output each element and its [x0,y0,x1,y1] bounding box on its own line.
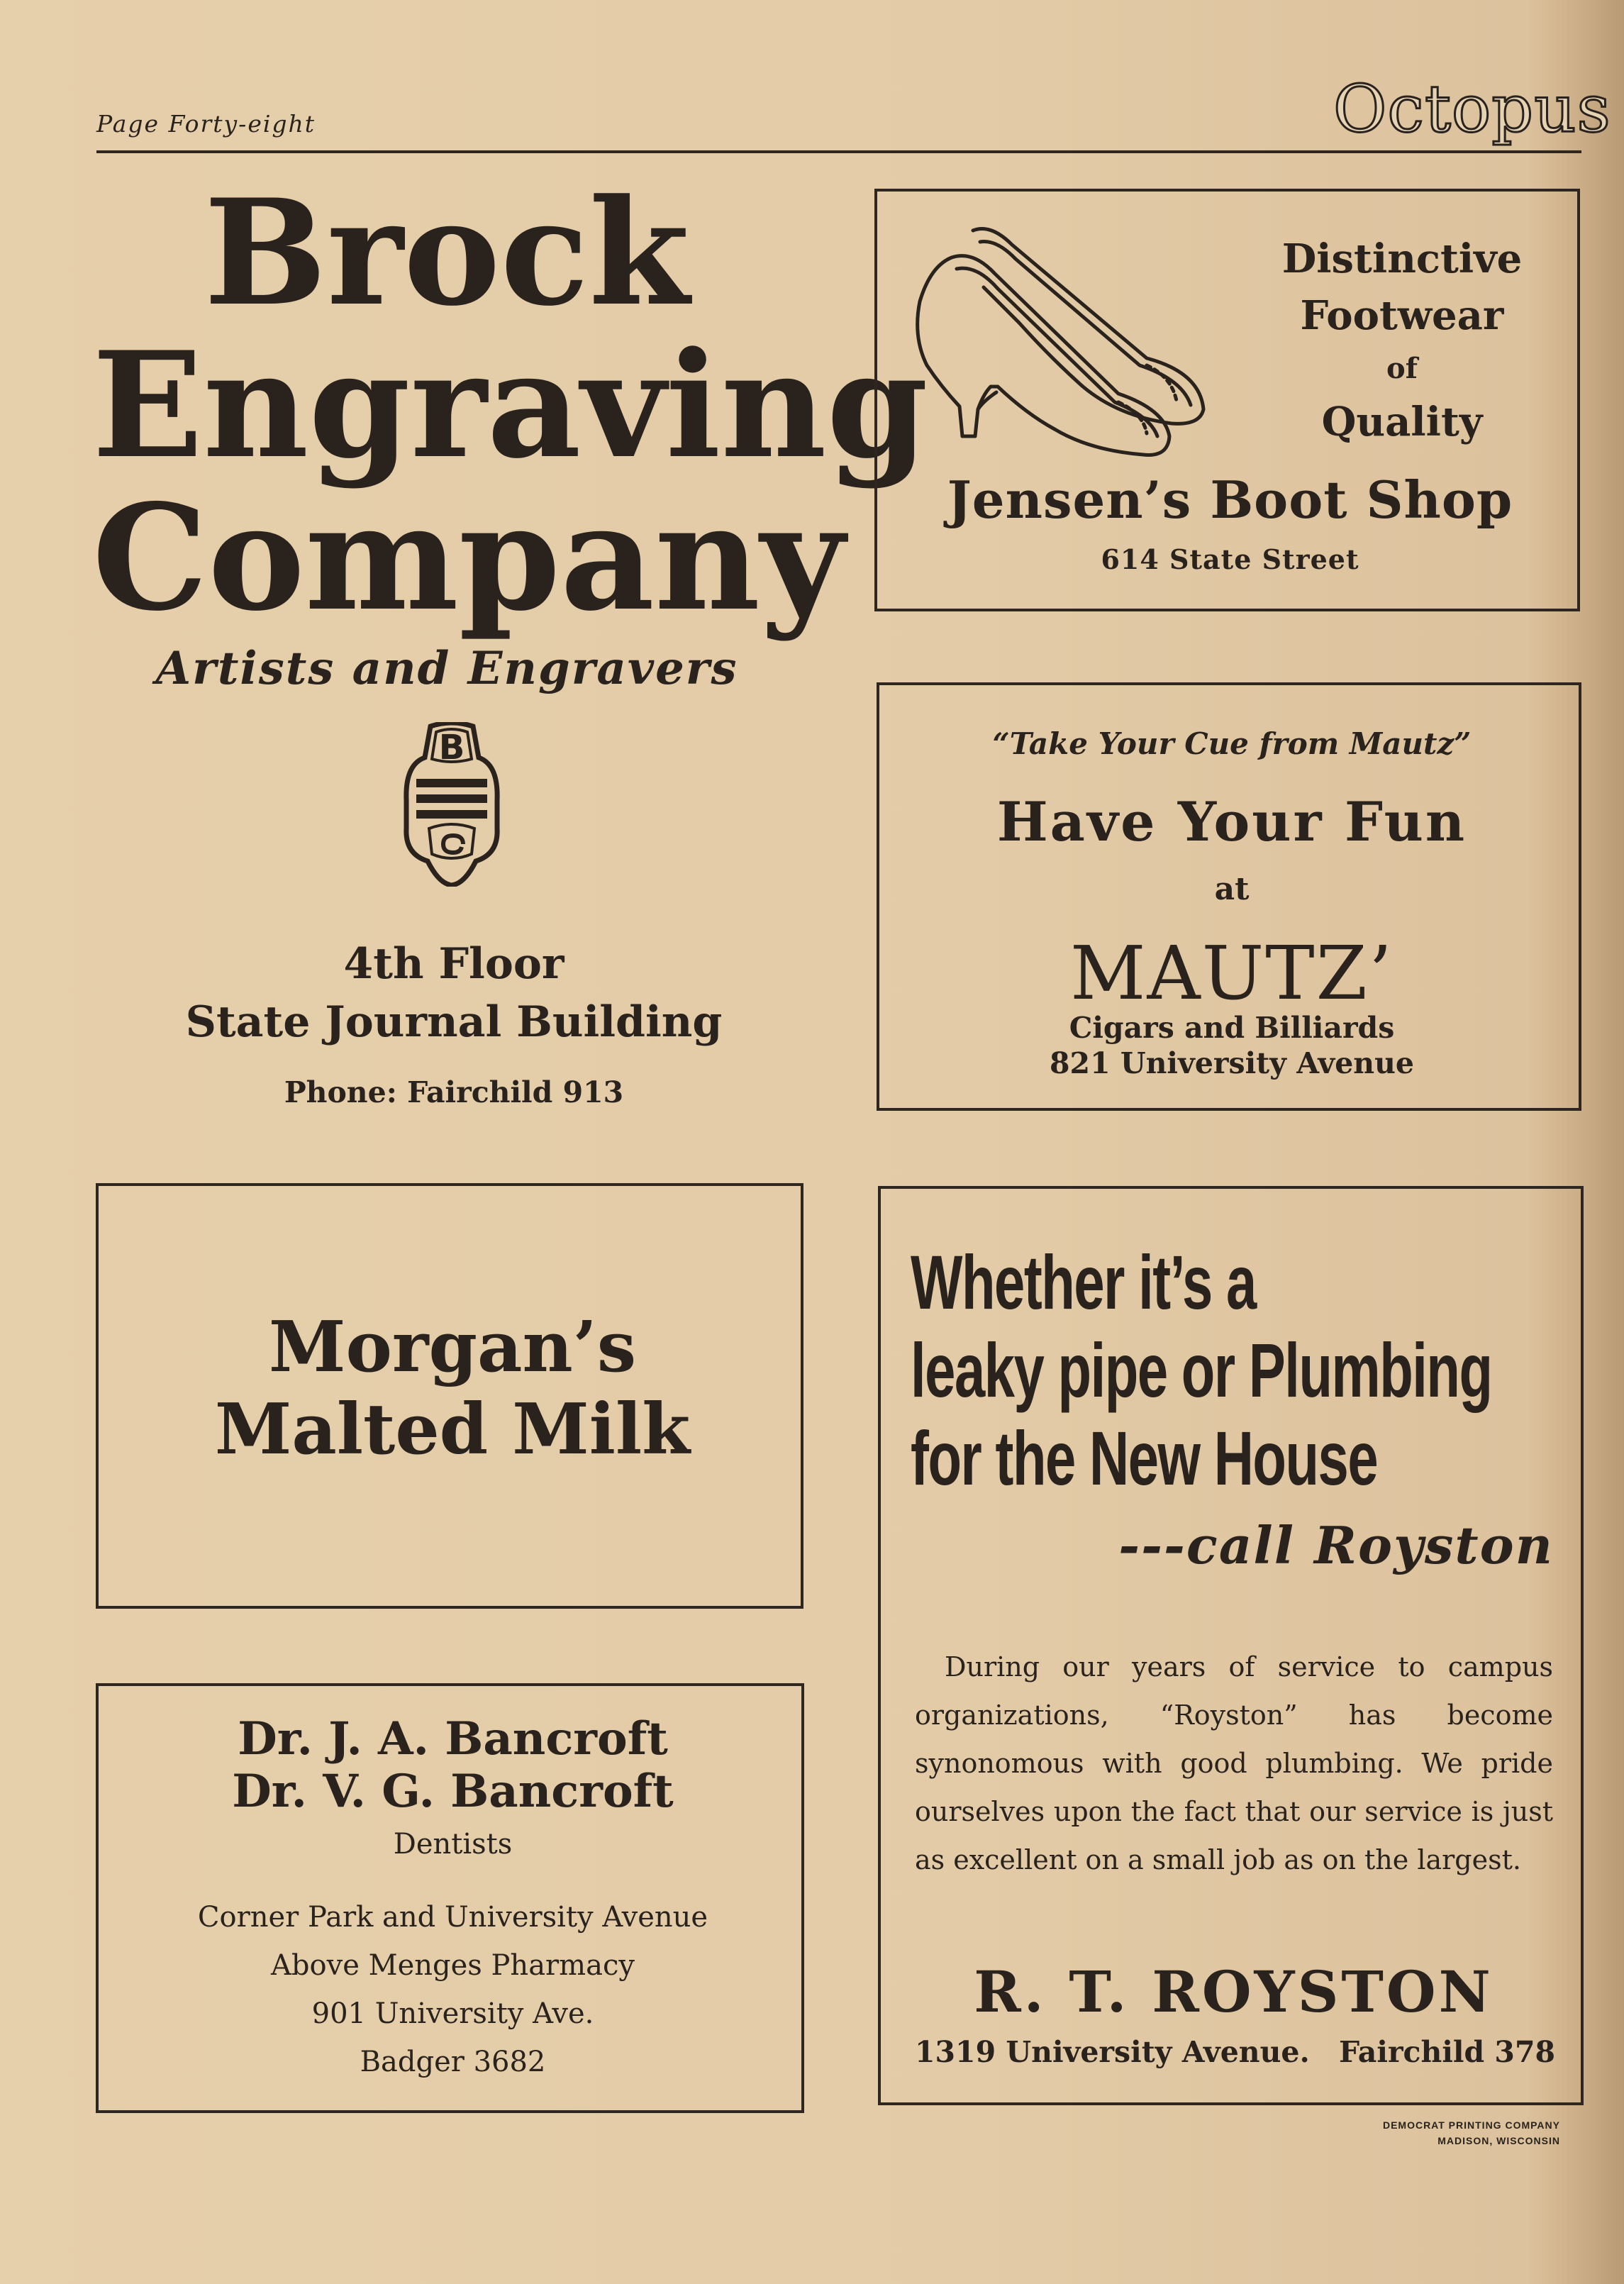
jensen-slogan [1239,231,1565,450]
royston-phone: Fairchild 378 [1338,2035,1555,2069]
royston-address: 1319 University Avenue. [915,2035,1310,2069]
morgan-ad [96,1183,803,1609]
jensen-slogan-line1: Distinctive [1281,235,1523,282]
royston-headline-line3: for the New House [911,1415,1378,1501]
brock-subtitle: Artists and Engravers [155,642,738,695]
bancroft-names [99,1713,807,1818]
morgan-text [99,1307,806,1471]
bancroft-phone: Badger 3682 [360,2046,546,2078]
mautz-quote: “Take Your Cue from Mautz” [992,726,1472,761]
masthead-logo: Octopus [1333,71,1611,147]
morgan-line1: Morgan’s [268,1307,637,1388]
jensen-ad [874,189,1580,611]
printer-line1: DEMOCRAT PRINTING COMPANY [1382,2119,1560,2131]
morgan-line2: Malted Milk [214,1389,691,1470]
bancroft-addr3: 901 University Ave. [311,1997,594,2030]
bancroft-name1: Dr. J. A. Bancroft [238,1712,668,1765]
page-number: Page Forty-eight [96,110,316,138]
brock-floor: 4th Floor [343,939,564,989]
mautz-ad [877,682,1581,1111]
brock-address [92,935,816,1051]
jensen-slogan-line4: Quality [1321,399,1483,445]
bancroft-addr2: Above Menges Pharmacy [271,1949,635,1982]
royston-body: During our years of service to campus organizations, “Royston” has become synonomous with good plumbing. We pride ourselves upon the fact that our service is just as excellent on a small job as on the largest. [915,1651,1553,1875]
shoe-illustration-icon [913,223,1218,465]
jensen-address: 614 State Street [1101,543,1359,575]
header-rule [96,150,1581,153]
mautz-headline: Have Your Fun [996,790,1467,853]
bancroft-ad [96,1683,804,2113]
mautz-line2: 821 University Avenue [1050,1046,1414,1080]
royston-headline [911,1238,1492,1502]
brock-logo-letter: B [438,728,465,767]
jensen-slogan-line2: Footwear [1300,292,1504,339]
brock-title [92,168,928,643]
mautz-details [879,1010,1584,1081]
mautz-line1: Cigars and Billiards [1069,1011,1395,1045]
mautz-at: at [1214,871,1250,907]
bancroft-name2: Dr. V. G. Bancroft [232,1765,674,1818]
printer-line2: MADISON, WISCONSIN [1437,2135,1560,2146]
printer-credit [1347,2117,1560,2149]
royston-ad [878,1186,1584,2105]
brock-title-line3: Company [92,473,845,643]
brock-building: State Journal Building [185,997,723,1047]
brock-title-line1: Brock [204,168,690,338]
royston-call: ---call Royston [1118,1515,1554,1575]
jensen-slogan-line3: of [1386,352,1418,385]
mautz-name: MAUTZ’ [1070,930,1394,1016]
brock-phone: Phone: Fairchild 913 [284,1075,624,1109]
royston-headline-line2: leaky pipe or Plumbing [911,1327,1492,1413]
brock-logo-icon [402,722,501,887]
brock-title-line2: Engraving [92,321,928,491]
bancroft-addr1: Corner Park and University Avenue [197,1901,708,1934]
royston-name: R. T. ROYSTON [974,1958,1494,2025]
jensen-name: Jensen’s Boot Shop [947,470,1513,530]
bancroft-address [99,1893,807,2086]
royston-headline-line1: Whether it’s a [911,1239,1256,1325]
bancroft-role: Dentists [393,1828,513,1861]
